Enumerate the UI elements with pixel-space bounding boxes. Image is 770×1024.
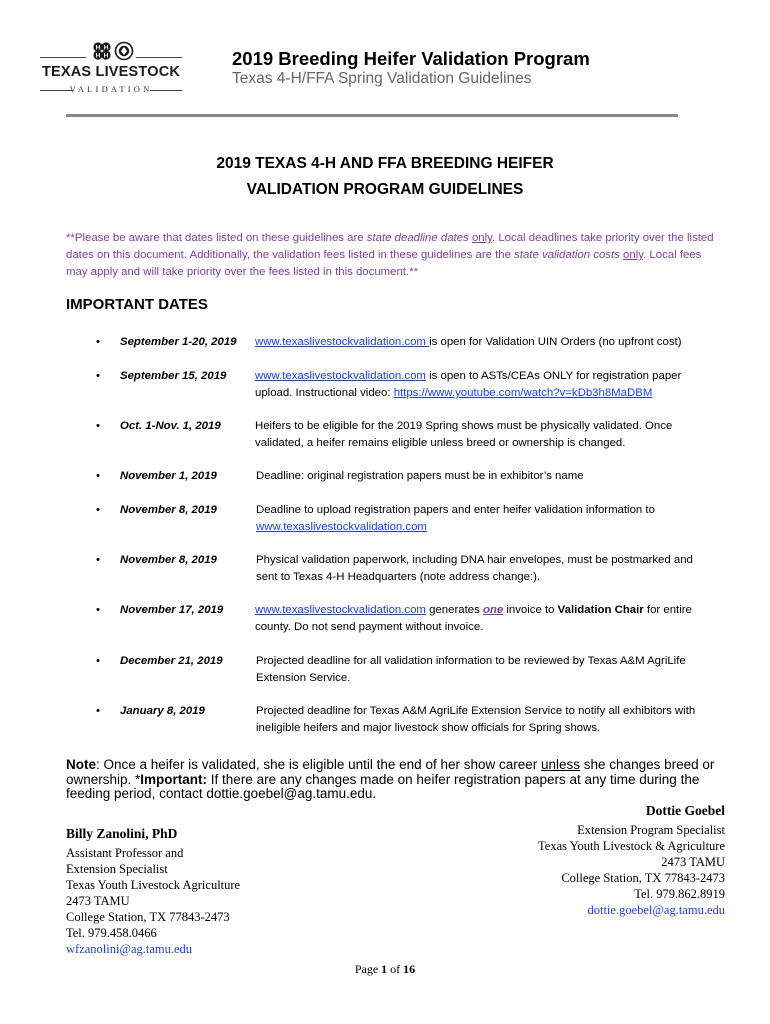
contact-line: Assistant Professor and [66, 846, 184, 860]
notice-text: . Local fees may apply and will take priority over the fees listed in this document.** [66, 249, 702, 278]
date-label: September 1-20, 2019 [120, 336, 237, 348]
validation-site-link[interactable]: www.texaslivestockvalidation.com [256, 521, 427, 533]
note-unless: unless [541, 757, 581, 772]
date-description: www.texaslivestockvalidation.com generates one invoice to Validation Chair for entire county. Do not send payment without invoice. [255, 604, 692, 633]
notice-emphasis: state validation costs [514, 249, 620, 261]
date-description: Heifers to be eligible for the 2019 Spring shows must be physically validated. Once validated, a heifer remains eligible unless breed or ownership is changed. [255, 420, 673, 449]
notice-underline: only [623, 249, 644, 261]
date-description: Projected deadline for Texas A&M AgriLife Extension Service to notify all exhibitors with ineligible heifers and major livestock show officials for Spring shows. [256, 705, 696, 734]
bullet-icon: • [96, 504, 100, 516]
date-description: Deadline to upload registration papers and enter heifer validation information to www.texaslivestockvalidation.com [256, 504, 655, 533]
date-label: November 1, 2019 [120, 470, 217, 482]
contact-dottie-goebel [440, 800, 725, 918]
contact-billy-zanolini [66, 823, 346, 957]
date-label: Oct. 1-Nov. 1, 2019 [120, 420, 221, 432]
instructional-video-link[interactable]: https://www.youtube.com/watch?v=kDb3h8MaDBM [393, 387, 653, 399]
header-divider [66, 114, 678, 117]
bullet-icon: • [96, 604, 100, 616]
contact-line: Texas Youth Livestock & Agriculture [538, 839, 725, 853]
date-description: www.texaslivestockvalidation.com is open to ASTs/CEAs ONLY for registration paper upload. Instructional video: https://www.youtube.com/watch?v=kDb3h8MaDBM [255, 370, 682, 399]
date-label: November 8, 2019 [120, 504, 217, 516]
date-label: December 21, 2019 [120, 655, 223, 667]
one-emphasis: one [482, 604, 504, 616]
contact-line: Extension Program Specialist [577, 823, 725, 837]
bullet-icon: • [96, 705, 100, 717]
date-label: January 8, 2019 [120, 705, 205, 717]
logo-sub-text: VALIDATION [69, 84, 153, 94]
header-title: 2019 Breeding Heifer Validation Program [232, 48, 590, 69]
validation-site-link[interactable]: www.texaslivestockvalidation.com [255, 370, 426, 382]
contact-line: College Station, TX 77843-2473 [561, 871, 725, 885]
notice-underline: only [471, 232, 492, 244]
deadline-notice [66, 230, 716, 281]
date-description: Deadline: original registration papers must be in exhibitor’s name [256, 470, 584, 482]
contact-line: Tel. 979.458.0466 [66, 926, 157, 940]
contact-email-link[interactable]: wfzanolini@ag.tamu.edu [66, 942, 193, 956]
bullet-icon: • [96, 655, 100, 667]
important-dates-heading: IMPORTANT DATES [66, 296, 208, 313]
bullet-icon: • [96, 554, 100, 566]
header-subtitle: Texas 4-H/FFA Spring Validation Guidelines [232, 70, 532, 87]
contact-name: Dottie Goebel [645, 803, 725, 818]
note-label: Note [66, 757, 96, 772]
contact-line: College Station, TX 77843-2473 [66, 910, 230, 924]
date-label: November 17, 2019 [120, 604, 224, 616]
contact-line: 2473 TAMU [66, 894, 130, 908]
svg-text:H: H [95, 52, 101, 60]
validation-chair-label: Validation Chair [557, 604, 644, 616]
bullet-icon: • [96, 470, 100, 482]
date-label: September 15, 2019 [120, 370, 227, 382]
notice-emphasis: state deadline dates [366, 232, 469, 244]
note-important: Important: [140, 771, 208, 787]
date-description: Projected deadline for all validation information to be reviewed by Texas A&M AgriLife Extension Service. [256, 655, 686, 684]
page-number: Page 1 of 16 [354, 962, 416, 976]
document-title [60, 151, 710, 203]
contact-line: Extension Specialist [66, 862, 168, 876]
document-title-line-2: VALIDATION PROGRAM GUIDELINES [246, 181, 524, 198]
contact-line: Texas Youth Livestock Agriculture [66, 878, 241, 892]
date-label: November 8, 2019 [120, 554, 217, 566]
date-description: Physical validation paperwork, including DNA hair envelopes, must be postmarked and sent to Texas 4-H Headquarters (note address change:). [256, 554, 693, 583]
bullet-icon: • [96, 336, 100, 348]
svg-text:H: H [95, 44, 101, 52]
notice-text: . Local deadlines take priority over the listed dates on this document. Additionally, the validation fees listed in these guidelines are the [66, 232, 714, 261]
bullet-icon: • [96, 370, 100, 382]
texas-livestock-validation-logo [36, 36, 186, 96]
ffa-emblem-icon [114, 41, 134, 61]
logo-brand-text: TEXAS LIVESTOCK [41, 64, 181, 80]
validation-site-link[interactable]: www.texaslivestockvalidation.com [255, 336, 430, 348]
notice-text: **Please be aware that dates listed on these guidelines are [66, 232, 367, 244]
document-title-line-1: 2019 TEXAS 4-H AND FFA BREEDING HEIFER [216, 155, 554, 172]
bullet-icon: • [96, 420, 100, 432]
date-description: www.texaslivestockvalidation.com is open for Validation UIN Orders (no upfront cost) [255, 336, 682, 348]
total-pages: 16 [403, 962, 416, 976]
note-paragraph: Note: Once a heifer is validated, she is eligible until the end of her show career unless she changes breed or ownership. *Important: If there are any changes made on heifer registration papers at any time during the feeding period, contact dottie.goebel@ag.tamu.edu. [66, 757, 715, 801]
contact-line: Tel. 979.862.8919 [634, 887, 725, 901]
contact-email-link[interactable]: dottie.goebel@ag.tamu.edu [587, 903, 725, 917]
contact-name: Billy Zanolini, PhD [66, 826, 178, 841]
contact-line: 2473 TAMU [661, 855, 725, 869]
svg-text:H: H [103, 44, 109, 52]
svg-text:H: H [103, 52, 109, 60]
current-page: 1 [381, 962, 388, 976]
clover-icon [91, 40, 113, 62]
validation-site-link[interactable]: www.texaslivestockvalidation.com [255, 604, 426, 616]
